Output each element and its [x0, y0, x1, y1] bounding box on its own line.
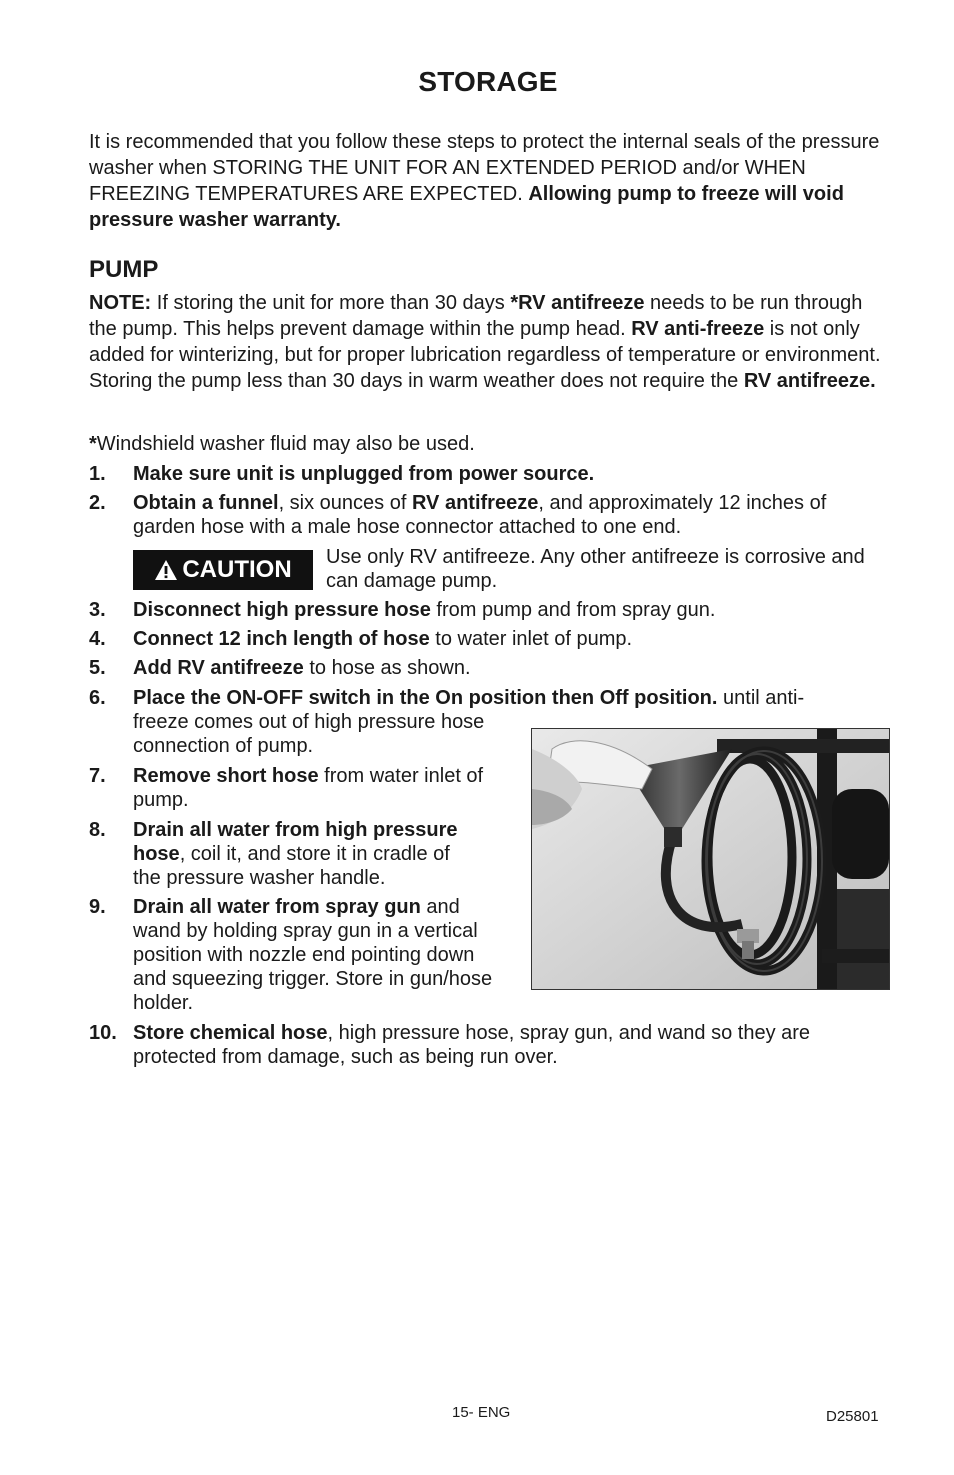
step-bold: Drain all water from high pressure — [133, 819, 458, 841]
step-text — [133, 627, 893, 651]
step-text — [133, 895, 533, 1015]
list-item — [89, 491, 889, 543]
step-bold: Add RV antifreeze — [133, 657, 304, 679]
step-plain: to water inlet of pump. — [429, 628, 633, 650]
caution-text: Use only RV antifreeze. Any other antifreeze is corrosive and can damage pump. — [326, 546, 865, 592]
wf-star: * — [89, 433, 97, 455]
step-text — [133, 818, 533, 890]
note-bold-1: *RV antifreeze — [510, 292, 645, 314]
step-plain: connection of pump. — [133, 735, 314, 757]
list-item — [89, 598, 889, 624]
note-text-3: is not only added for winterizing, but for proper lubrication regardless of temperature or environment. Storing the pump less than 30 days in warm weather does not require the — [89, 318, 881, 392]
pump-note — [89, 290, 889, 394]
step-plain: holder. — [133, 992, 194, 1014]
funnel-hose-illustration — [532, 729, 889, 989]
antifreeze-funnel-photo — [531, 728, 890, 990]
step-plain: wand by holding spray gun in a vertical — [133, 920, 478, 942]
step-bold: Drain all water from spray gun — [133, 896, 421, 918]
step-plain: pump. — [133, 789, 189, 811]
list-item — [89, 462, 889, 488]
step-plain: the pressure washer handle. — [133, 867, 386, 889]
step-plain: , six ounces of — [278, 492, 412, 514]
pump-heading: PUMP — [89, 256, 159, 283]
list-item — [89, 818, 529, 892]
note-text-1: If storing the unit for more than 30 days — [151, 292, 511, 314]
document-code: D25801 — [826, 1408, 879, 1425]
step-bold: hose — [133, 843, 180, 865]
step-bold: Connect 12 inch length of hose — [133, 628, 430, 650]
step-bold: Make sure unit is unplugged from power source. — [133, 463, 595, 485]
step-bold: Obtain a funnel — [133, 492, 279, 514]
step-number: 5. — [89, 657, 106, 679]
caution-label: CAUTION — [182, 556, 292, 583]
step-plain: and — [420, 896, 460, 918]
windshield-note — [89, 431, 889, 457]
step-bold: Store chemical hose — [133, 1022, 328, 1044]
step-number: 7. — [89, 765, 106, 787]
warning-triangle-icon — [154, 559, 178, 581]
step-text — [133, 598, 893, 622]
step-bold: RV antifreeze — [411, 492, 539, 514]
step-plain: position with nozzle end pointing down — [133, 944, 475, 966]
step-plain: from pump and from spray gun. — [430, 599, 716, 621]
intro-paragraph — [89, 129, 889, 233]
intro-warning: Allowing pump to freeze will void pressure washer warranty. — [89, 183, 844, 231]
step-number: 6. — [89, 687, 106, 709]
note-text-2: needs to be run through the pump. This helps prevent damage within the pump head. — [89, 292, 863, 340]
list-item — [89, 656, 889, 682]
page-title: STORAGE — [418, 66, 558, 97]
wf-text: Windshield washer fluid may also be used. — [96, 433, 475, 455]
step-text — [133, 491, 893, 539]
step-number: 4. — [89, 628, 106, 650]
step-plain: and squeezing trigger. Store in gun/hose — [133, 968, 493, 990]
step-plain: to hose as shown. — [303, 657, 471, 679]
step-plain: , coil it, and store it in cradle of — [179, 843, 450, 865]
note-label: NOTE: — [89, 292, 152, 314]
step-number: 1. — [89, 463, 106, 485]
step-number: 10. — [89, 1022, 117, 1044]
step-text — [133, 1021, 893, 1069]
step-plain: freeze comes out of high pressure hose — [133, 711, 485, 733]
step-number: 8. — [89, 819, 106, 841]
step-bold: Disconnect high pressure hose — [133, 599, 431, 621]
step-text — [133, 764, 533, 812]
caution-badge — [133, 550, 313, 590]
step-bold: Remove short hose — [133, 765, 319, 787]
list-item — [89, 1021, 889, 1071]
note-bold-3: RV antifreeze. — [743, 370, 876, 392]
step-plain: from water inlet of — [318, 765, 484, 787]
step-number: 2. — [89, 492, 106, 514]
page-number: 15- ENG — [452, 1404, 511, 1421]
step-number: 3. — [89, 599, 106, 621]
step-text — [133, 656, 893, 680]
list-item — [89, 764, 529, 814]
intro-text: It is recommended that you follow these steps to protect the internal seals of the pressure washer when STORING THE UNIT FOR AN EXTENDED PERIOD and/or WHEN FREEZING TEMPERATURES ARE EXPECTED. — [89, 131, 880, 205]
note-bold-2: RV anti-freeze — [631, 318, 765, 340]
step-plain: , and approximately 12 inches of garden hose with a male hose connector attached to one end. — [133, 492, 827, 538]
step-plain: until anti- — [717, 687, 805, 709]
list-item — [89, 627, 889, 653]
step-text — [133, 462, 893, 486]
list-item — [89, 895, 529, 1015]
step-plain: , high pressure hose, spray gun, and wand so they are protected from damage, such as being run over. — [133, 1022, 811, 1068]
step-number: 9. — [89, 896, 106, 918]
step-bold: Place the ON-OFF switch in the On position then Off position. — [133, 687, 718, 709]
